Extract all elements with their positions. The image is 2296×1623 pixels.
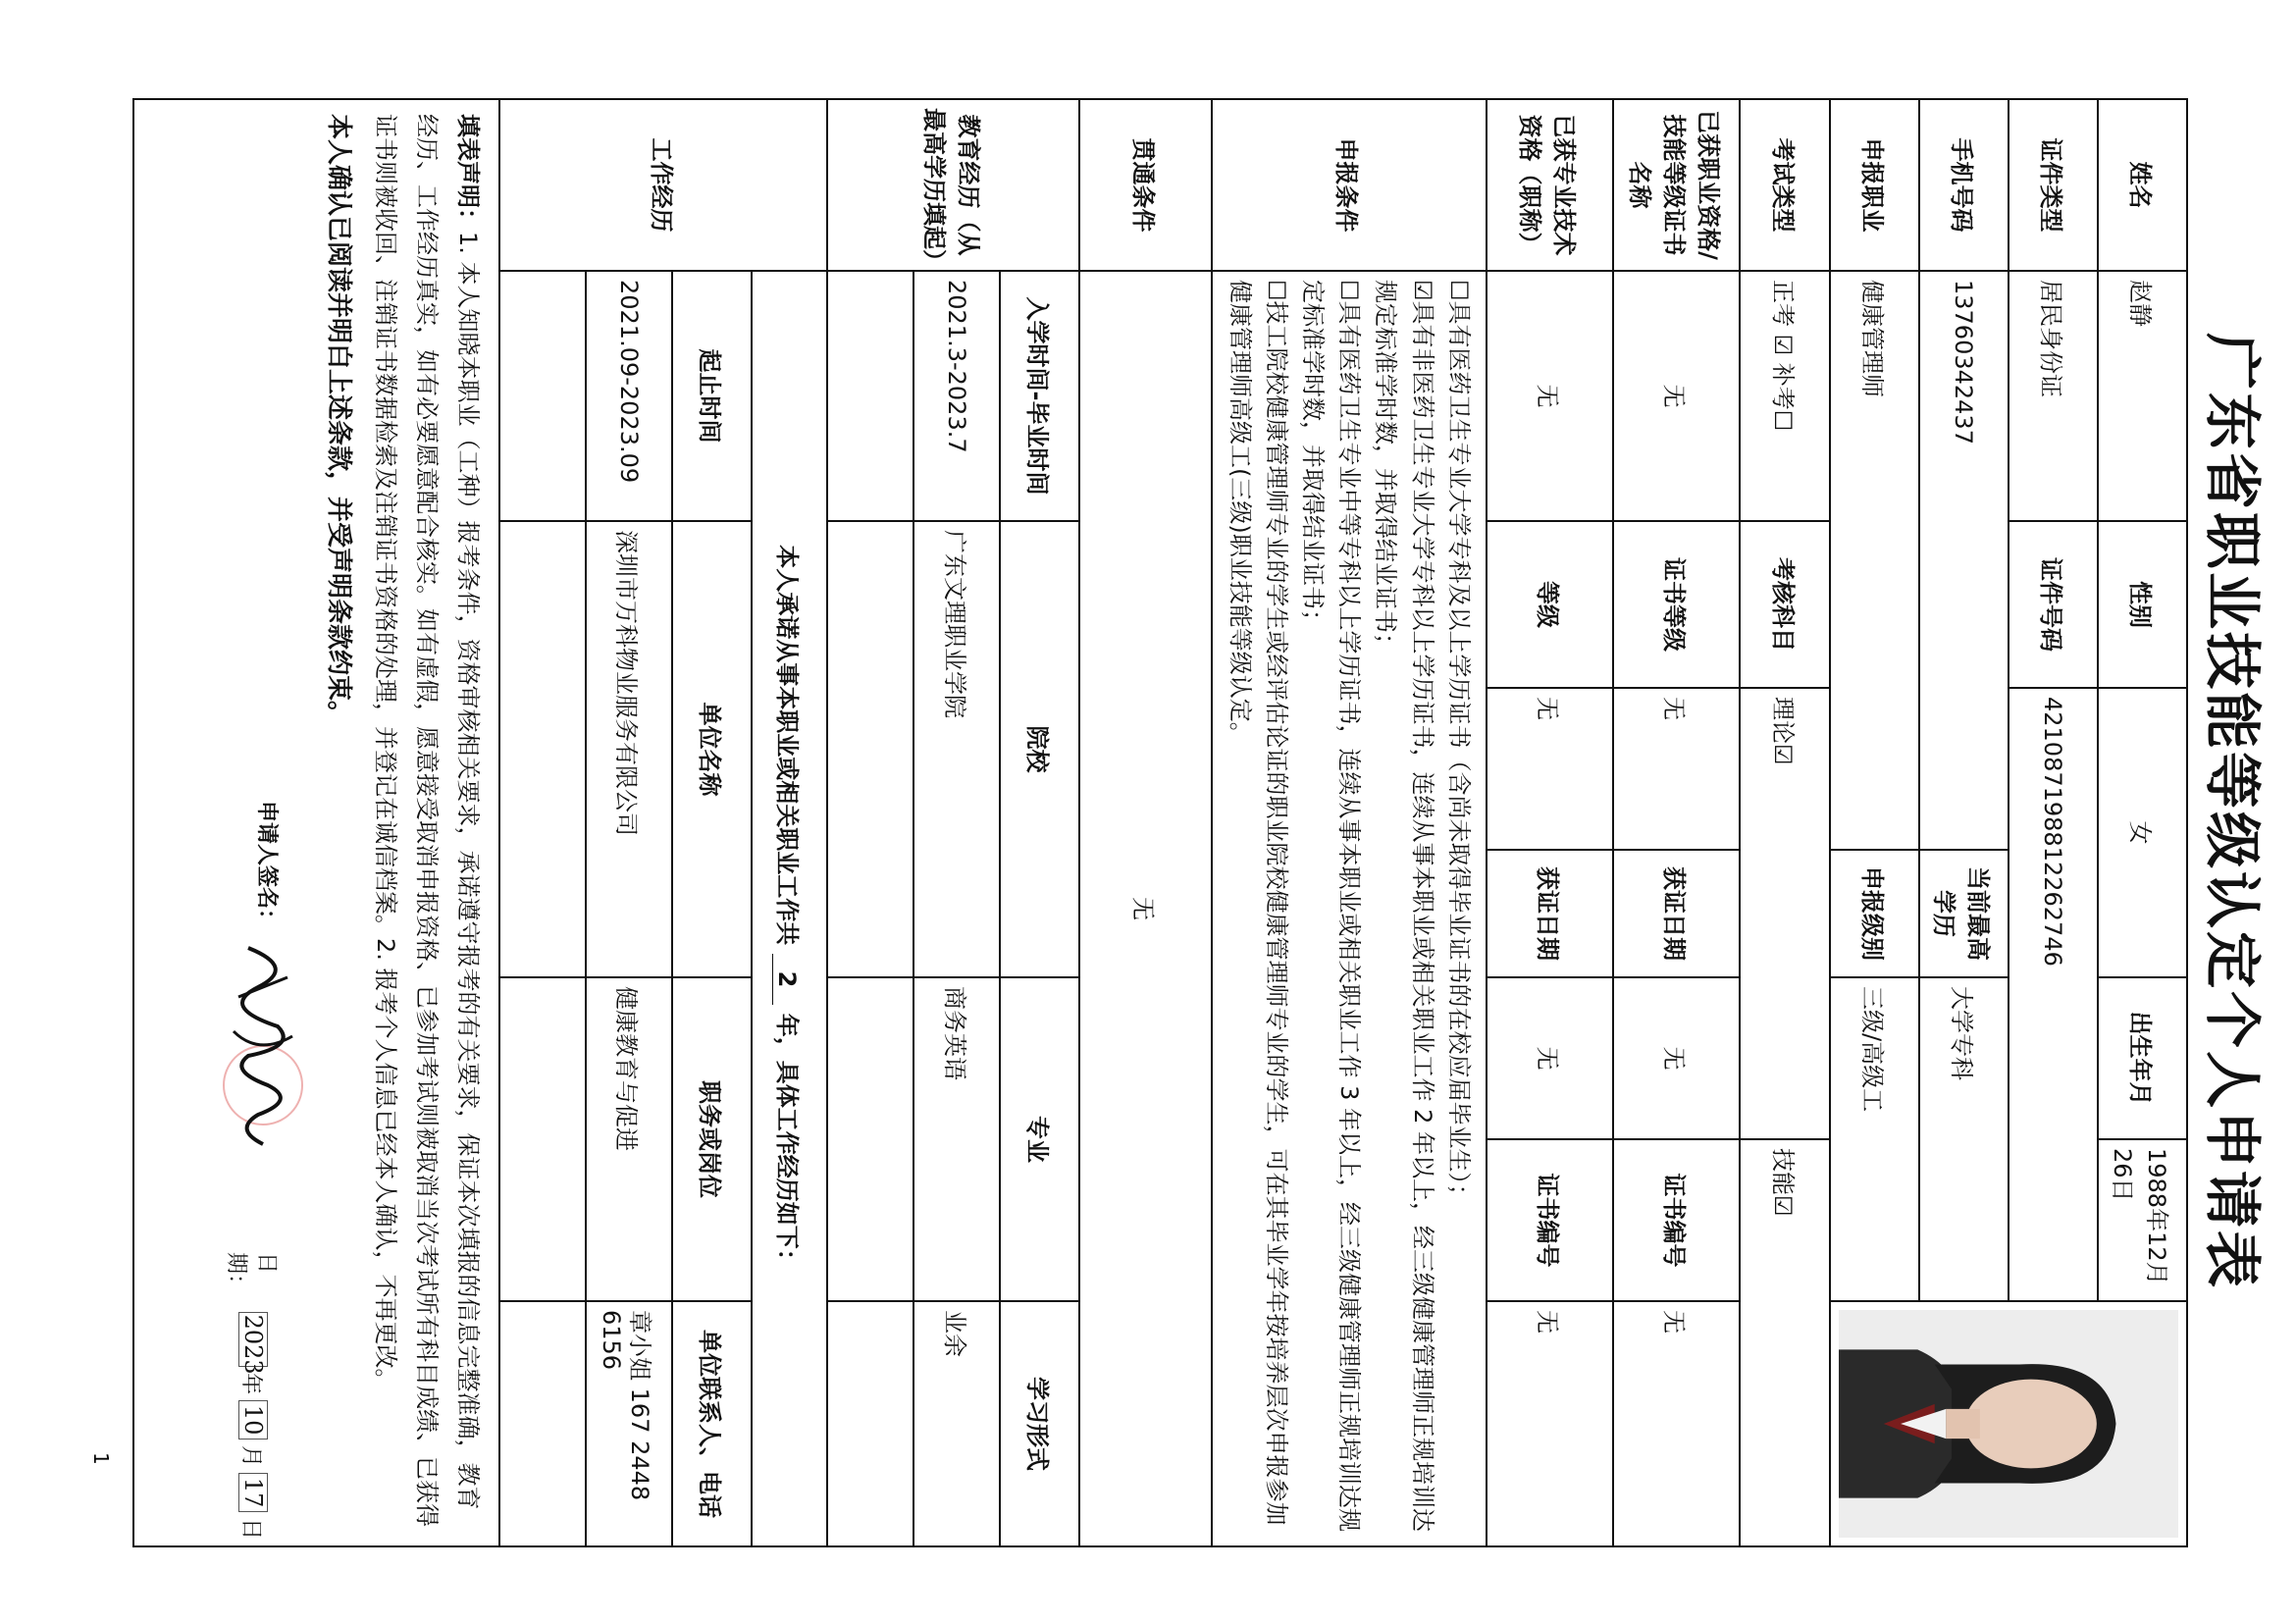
- blank-cell: [499, 1301, 586, 1546]
- label-cert-tech: 已获专业技术资格（职称）: [1487, 99, 1613, 271]
- header-study-mode: 学习形式: [1000, 1301, 1079, 1546]
- label-cert-level: 证书等级: [1613, 521, 1740, 688]
- work-statement-suffix: 年，具体工作经历如下：: [773, 1013, 802, 1273]
- value-cert-tech-no: 无: [1487, 1301, 1613, 1546]
- application-form-table: [132, 98, 2188, 1547]
- label-exam-subject: 考核科目: [1740, 521, 1829, 688]
- edu-school-1: 广东文理职业学院: [913, 521, 1000, 977]
- table-row: [913, 99, 1000, 1546]
- declaration-section: [133, 99, 499, 1546]
- label-exam-type: 考试类型: [1740, 99, 1829, 271]
- value-subject-skill: 技能☑: [1740, 1139, 1829, 1546]
- month-unit: 月: [238, 1445, 264, 1468]
- date-day: 17: [238, 1473, 268, 1512]
- blank-cell: [827, 977, 913, 1301]
- label-occupation: 申报职业: [1830, 99, 1919, 271]
- blank-cell: [827, 521, 913, 977]
- value-cert-tech-name: 无: [1487, 271, 1613, 521]
- date-block: [223, 1252, 284, 1540]
- work-employer-1: 深圳市万科物业服务有限公司: [586, 521, 672, 977]
- work-years: 2: [772, 954, 801, 1006]
- photo-cell: [1830, 1301, 2187, 1546]
- label-grade: 等级: [1487, 521, 1613, 688]
- header-school: 院校: [1000, 521, 1079, 977]
- declaration-body: 1. 本人知晓本职业（工种）报考条件，资格审核相关要求，承诺遵守报考的有关要求，保证本次填报的信息完整准确，教育经历、工作经历真实，如有必要愿意配合核实。如有虚假，愿意接受取消申报资格、已参加考试则被取消当次考试所有科目成绩、已获得证书则被收回、注销证书数据检索及注销证书资格的处理，并登记在诚信档案。2. 报考个人信息已经本人确认，不再更改。: [371, 114, 482, 1527]
- date-year: 2023: [238, 1312, 268, 1368]
- edu-period-1: 2021.3-2023.7: [913, 271, 1000, 521]
- label-education: 当前最高学历: [1919, 850, 2009, 977]
- value-cert-skill-date: 无: [1613, 977, 1740, 1139]
- signature-row: [219, 114, 317, 1541]
- value-cert-tech-grade: 无: [1487, 688, 1613, 850]
- header-edu-period: 入学时间-毕业时间: [1000, 271, 1079, 521]
- label-name: 姓名: [2098, 99, 2187, 271]
- label-gender: 性别: [2098, 521, 2187, 688]
- work-period-1: 2021.09-2023.09: [586, 271, 672, 521]
- table-row: [586, 99, 672, 1546]
- edu-major-1: 商务英语: [913, 977, 1000, 1301]
- value-cert-skill-level: 无: [1613, 688, 1740, 850]
- blank-cell: [827, 271, 913, 521]
- value-exam-type: 正考 ☑ 补考☐: [1740, 271, 1829, 521]
- declaration-confirm: 本人确认已阅读并明白上述条款，并受声明条款约束。: [323, 114, 353, 727]
- page-title: 广东省职业技能等级认定个人申请表: [2199, 332, 2266, 1290]
- value-education: 大学专科: [1919, 977, 2009, 1301]
- blank-cell: [827, 1301, 913, 1546]
- value-bridge: 无: [1079, 271, 1212, 1546]
- header-position: 职务或岗位: [672, 977, 752, 1301]
- handwritten-signature-icon: [219, 938, 317, 1154]
- value-gender: 女: [2098, 688, 2187, 977]
- label-work-history: 工作经历: [499, 99, 827, 271]
- value-level: 三级/高级工: [1830, 977, 1919, 1301]
- header-work-period: 起止时间: [672, 271, 752, 521]
- table-row: [499, 99, 586, 1546]
- work-contact-1: 章小姐 167 2448 6156: [586, 1301, 672, 1546]
- value-phone: 13760342437: [1919, 271, 2009, 850]
- value-id-type: 居民身份证: [2009, 271, 2098, 521]
- label-level: 申报级别: [1830, 850, 1919, 977]
- edu-mode-1: 业余: [913, 1301, 1000, 1546]
- table-row: [827, 99, 913, 1546]
- blank-cell: [499, 271, 586, 521]
- conditions-list: [1212, 271, 1487, 1546]
- declaration-title: 填表声明：: [453, 114, 482, 232]
- value-cert-skill-no: 无: [1613, 1301, 1740, 1546]
- blank-cell: [499, 521, 586, 977]
- value-cert-skill-name: 无: [1613, 271, 1740, 521]
- signature-label: 申请人签名：: [253, 801, 279, 931]
- header-contact: 单位联系人、电话: [672, 1301, 752, 1546]
- condition-item-1: ☐具有医药卫生专业大学专科及以上学历证书（含尚未取得毕业证书的在校应届毕业生）；: [1444, 280, 1473, 1208]
- date-label: 日期：: [223, 1252, 279, 1296]
- work-statement-prefix: 本人承诺从事本职业或相关职业工作共: [773, 545, 802, 946]
- year-unit: 年: [238, 1373, 264, 1395]
- value-occupation: 健康管理师: [1830, 271, 1919, 850]
- day-unit: 日: [238, 1518, 264, 1541]
- label-cert-skill: 已获职业资格/技能等级证书名称: [1613, 99, 1740, 271]
- portrait-photo-icon: [1839, 1310, 2178, 1538]
- condition-item-3: ☐具有医药卫生专业中等专科以上学历证书，连续从事本职业或相关职业工作 3 年以上，经三级健康管理师正规培训达规定标准学时数，并取得结业证书；: [1299, 280, 1364, 1533]
- header-major: 专业: [1000, 977, 1079, 1301]
- label-conditions: 申报条件: [1212, 99, 1487, 271]
- work-position-1: 健康教育与促进: [586, 977, 672, 1301]
- value-name: 赵静: [2098, 271, 2187, 521]
- condition-item-2: ☑具有非医药卫生专业大学专科以上学历证书，连续从事本职业或相关职业工作 2 年以上，经三级健康管理师正规培训达规定标准学时数，并取得结业证书；: [1372, 280, 1436, 1533]
- declaration-text: [365, 114, 489, 1532]
- label-cert-no: 证书编号: [1613, 1139, 1740, 1301]
- label-phone: 手机号码: [1919, 99, 2009, 271]
- condition-item-4: ☐技工院校健康管理师专业的学生或经评估论证的职业院校健康管理师专业的学生，可在其毕业学年按培养层次申报参加健康管理师高级工(三级)职业技能等级认定。: [1226, 280, 1290, 1526]
- work-statement: [752, 271, 828, 1546]
- label-edu-history: 教育经历（从最高学历填起）: [827, 99, 1079, 271]
- label-tech-date: 获证日期: [1487, 850, 1613, 977]
- date-month: 10: [238, 1400, 268, 1440]
- label-tech-no: 证书编号: [1487, 1139, 1613, 1301]
- value-birth: 1988年12月26日: [2098, 1139, 2187, 1301]
- label-id-type: 证件类型: [2009, 99, 2098, 271]
- label-cert-date: 获证日期: [1613, 850, 1740, 977]
- page-number: 1: [89, 1452, 113, 1465]
- label-id-number: 证件号码: [2009, 521, 2098, 688]
- value-id-number: 421087198812262746: [2009, 688, 2098, 1301]
- header-employer: 单位名称: [672, 521, 752, 977]
- blank-cell: [499, 977, 586, 1301]
- label-birth: 出生年月: [2098, 977, 2187, 1139]
- label-bridge: 贯通条件: [1079, 99, 1212, 271]
- value-subject-theory: 理论☑: [1740, 688, 1829, 1139]
- value-cert-tech-date: 无: [1487, 977, 1613, 1139]
